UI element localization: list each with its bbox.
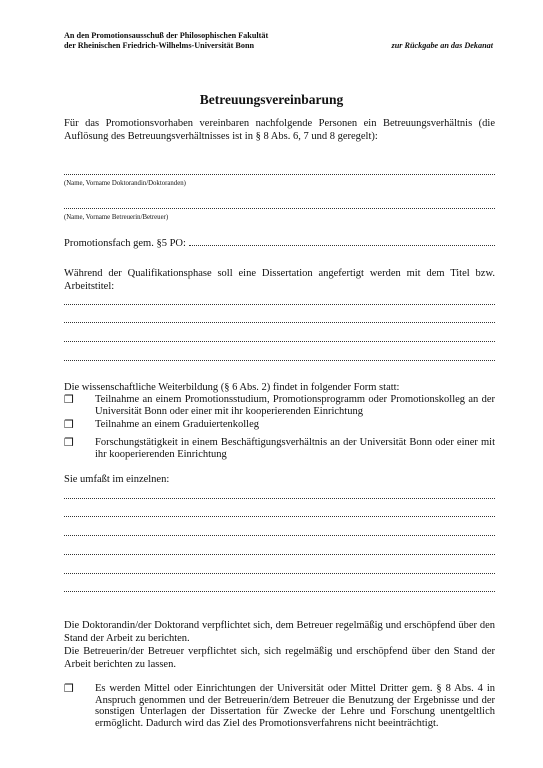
title-line-2[interactable] — [64, 322, 495, 323]
details-label: Sie umfaßt im einzelnen: — [64, 474, 170, 485]
advisor-name-label: (Name, Vorname Betreuerin/Betreuer) — [64, 214, 169, 221]
dissertation-paragraph: Während der Qualifikationsphase soll eine Dissertation angefertigt werden mit dem Titel bzw. Arbeitstitel: — [64, 268, 495, 292]
option-1-label: Teilnahme an einem Promotionsstudium, Promotionsprogramm oder Promotionskolleg an der Universität Bonn oder einer mit ihr kooperierenden Einrichtung — [95, 394, 495, 417]
training-paragraph: Die wissenschaftliche Weiterbildung (§ 6 Abs. 2) findet in folgender Form statt: — [64, 382, 400, 393]
recipient-line-2: der Rheinischen Friedrich-Wilhelms-Universität Bonn — [64, 41, 255, 51]
subject-field[interactable] — [189, 236, 495, 246]
option-3-label: Forschungstätigkeit in einem Beschäftigungsverhältnis an der Universität Bonn oder einer mit ihr kooperierenden Einrichtung — [95, 437, 495, 460]
intro-paragraph: Für das Promotionsvorhaben vereinbaren nachfolgende Personen ein Betreuungsverhältnis (die Auflösung des Betreuungsverhältnisses ist in § 8 Abs. 6, 7 und 8 geregelt): — [64, 118, 495, 142]
title-line-3[interactable] — [64, 341, 495, 342]
details-line-4[interactable] — [64, 554, 495, 555]
checkbox-option-2[interactable]: ❒ — [64, 418, 74, 431]
details-line-2[interactable] — [64, 516, 495, 517]
title-line-1[interactable] — [64, 304, 495, 305]
document-title: Betreuungsvereinbarung — [199, 92, 344, 107]
option-2-label: Teilnahme an einem Graduiertenkolleg — [95, 419, 259, 430]
recipient-header — [64, 31, 268, 52]
details-line-1[interactable] — [64, 498, 495, 499]
details-line-5[interactable] — [64, 573, 495, 574]
advisor-obligation: Die Betreuerin/der Betreuer verpflichtet sich, sich regelmäßig und erschöpfend über den Stand der Arbeit berichten zu lassen. — [64, 646, 495, 670]
subject-label: Promotionsfach gem. §5 PO: — [64, 238, 186, 249]
return-note: zur Rückgabe an das Dekanat — [391, 41, 493, 50]
doctoral-name-field[interactable] — [64, 174, 495, 175]
checkbox-option-3[interactable]: ❒ — [64, 436, 74, 449]
recipient-line-1: An den Promotionsausschuß der Philosophischen Fakultät — [64, 31, 269, 40]
advisor-name-field[interactable] — [64, 208, 495, 209]
details-line-3[interactable] — [64, 535, 495, 536]
doctoral-obligation: Die Doktorandin/der Doktorand verpflichtet sich, dem Betreuer regelmäßig und erschöpfend über den Stand der Arbeit zu berichten. — [64, 620, 495, 644]
checkbox-option-1[interactable]: ❒ — [64, 393, 74, 406]
doctoral-name-label: (Name, Vorname Doktorandin/Doktoranden) — [64, 180, 186, 187]
funding-option-label: Es werden Mittel oder Einrichtungen der Universität oder Mittel Dritter gem. § 8 Abs. 4 in Anspruch genommen und der Betreuerin/dem Betreuer die Benutzung der Ergebnisse und der sonstigen Unterlagen der Dissertation für Zwecke der Lehre und Forschung unentgeltlich ermöglicht. Dadurch wird das Ziel des Promotionsverfahrens nicht beeinträchtigt. — [95, 683, 495, 729]
checkbox-funding[interactable]: ❒ — [64, 682, 74, 695]
title-line-4[interactable] — [64, 360, 495, 361]
subject-row — [64, 236, 495, 251]
details-line-6[interactable] — [64, 591, 495, 592]
